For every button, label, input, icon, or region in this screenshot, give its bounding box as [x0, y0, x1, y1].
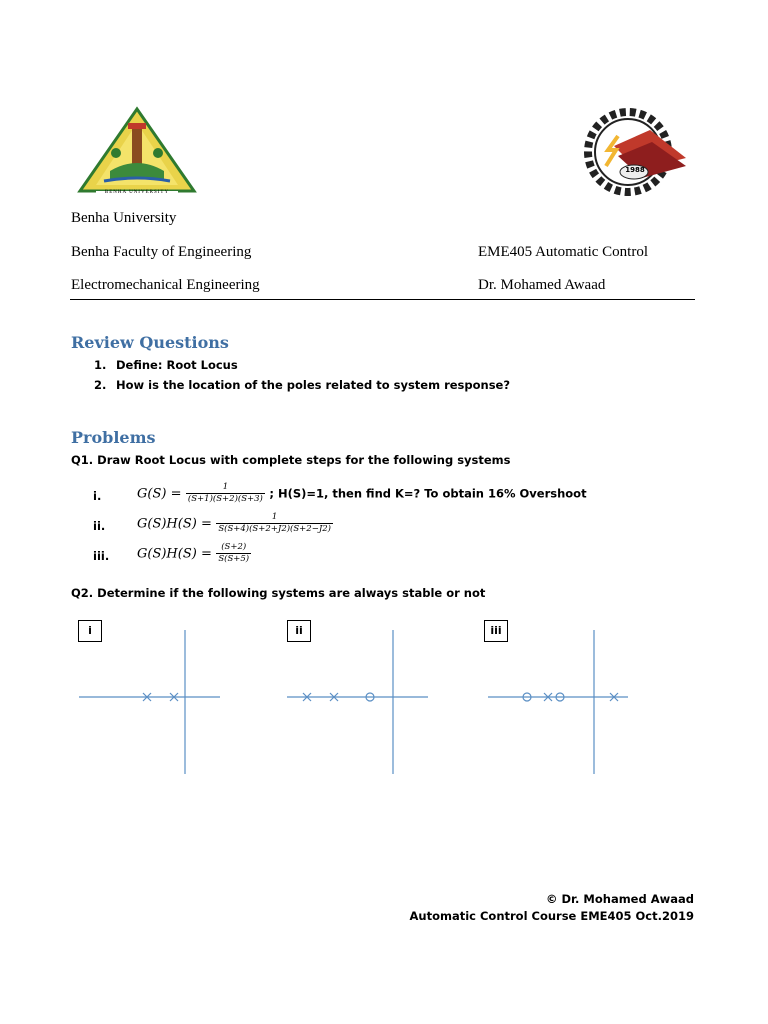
review-item-number: 2.	[94, 378, 107, 392]
logo-year: 1988	[625, 166, 645, 174]
benha-university-logo	[76, 105, 198, 199]
s-plane-ii	[287, 630, 428, 774]
s-plane-i	[79, 630, 220, 774]
review-item-number: 1.	[94, 358, 107, 372]
review-item-text: Define: Root Locus	[116, 358, 238, 372]
fraction	[216, 512, 333, 535]
faculty-name: Benha Faculty of Engineering	[71, 244, 252, 260]
q2-title: Q2. Determine if the following systems are always stable or not	[71, 586, 486, 600]
q1-item-equation	[137, 512, 333, 535]
q1-title: Q1. Draw Root Locus with complete steps for the following systems	[71, 453, 511, 467]
fraction-numerator: (S+2)	[221, 542, 247, 552]
plot-label-box: ii	[287, 620, 311, 642]
department-name: Electromechanical Engineering	[71, 277, 260, 293]
problems-heading: Problems	[71, 428, 156, 447]
instructor-name: Dr. Mohamed Awaad	[478, 277, 606, 293]
fraction-denominator: S(S+4)(S+2+J2)(S+2−J2)	[218, 524, 331, 534]
review-heading: Review Questions	[71, 333, 229, 352]
s-plane-iii	[488, 630, 628, 774]
fraction-numerator: 1	[222, 482, 229, 492]
footer-course: Automatic Control Course EME405 Oct.2019	[409, 909, 694, 923]
equation-lhs: G(S)H(S) =	[137, 546, 212, 562]
q1-item-number: i.	[93, 489, 102, 503]
plot-label-box: iii	[484, 620, 508, 642]
university-name: Benha University	[71, 210, 177, 226]
q1-item-number: iii.	[93, 549, 110, 563]
faculty-logo	[578, 100, 690, 200]
q1-item-number: ii.	[93, 519, 106, 533]
equation-suffix: ; H(S)=1, then find K=? To obtain 16% Overshoot	[269, 486, 587, 501]
fraction	[216, 542, 251, 565]
q1-item-equation	[137, 542, 251, 565]
plot-label-box: i	[78, 620, 102, 642]
footer-copyright: © Dr. Mohamed Awaad	[545, 892, 694, 906]
fraction	[186, 482, 265, 505]
logo-left-text: BENHA UNIVERSITY	[104, 190, 170, 195]
header-divider	[70, 299, 695, 300]
equation-lhs: G(S)H(S) =	[137, 516, 212, 532]
pole-zero-diagrams	[0, 620, 768, 780]
fraction-numerator: 1	[271, 512, 278, 522]
equation-lhs: G(S) =	[137, 486, 182, 502]
fraction-denominator: (S+1)(S+2)(S+3)	[187, 494, 263, 504]
q1-item-equation	[137, 482, 587, 505]
review-item-text: How is the location of the poles related to system response?	[116, 378, 511, 392]
course-name: EME405 Automatic Control	[478, 244, 648, 260]
fraction-denominator: S(S+5)	[218, 554, 250, 564]
